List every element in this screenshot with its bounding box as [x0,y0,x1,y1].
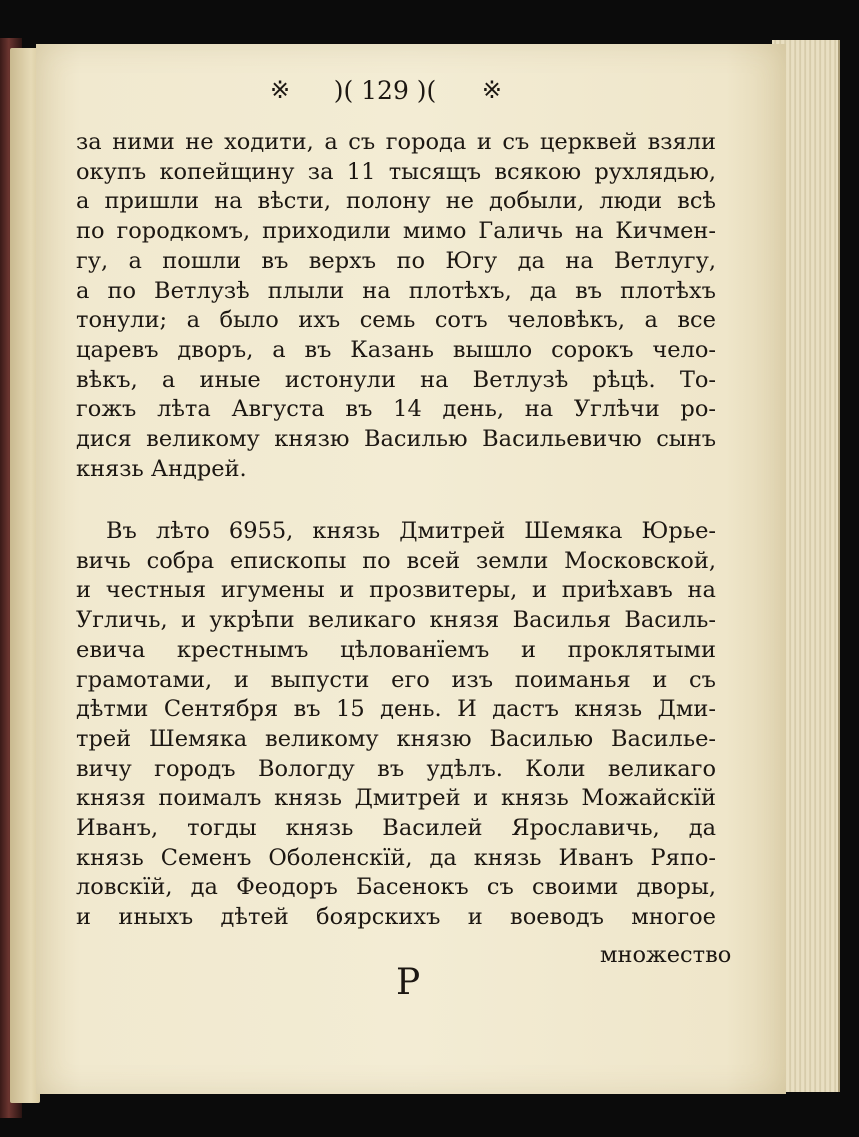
ornament-left-icon: ※ [270,76,289,104]
text-line: грамотами, и выпусти его изъ поиманья и съ [76,666,716,693]
text-line: вичь собра епископы по всей земли Московской, [76,547,716,574]
ornament-right-icon: ※ [481,76,500,104]
page-header [270,70,500,110]
text-line: гожъ лѣта Августа въ 14 день, на Углѣчи ро- [76,396,716,423]
text-line: а пришли на вѣсти, полону не добыли, люди всѣ [76,188,716,215]
text-line: дѣтми Сентября въ 15 день. И дастъ князь Дми- [76,696,716,723]
text-line: гу, а пошли въ верхъ по Югу да на Ветлугу, [76,247,716,274]
text-line: и честныя игумены и прозвитеры, и приѣхавъ на [76,577,716,604]
text-line: князь Андрей. [76,455,247,482]
text-line: тонули; а было ихъ семь сотъ человѣкъ, а все [76,307,716,334]
text-line: князя поималъ князь Дмитрей и князь Можайскїй [76,785,716,812]
text-line: и иныхъ дѣтей боярскихъ и воеводъ многое [76,904,716,931]
text-line: Въ лѣто 6955, князь Дмитрей Шемяка Юрье- [106,518,716,544]
text-line: окупъ копейщину за 11 тысящъ всякою рухлядью, [76,158,717,185]
text-line: ловскїй, да Феодоръ Басенокъ съ своими дворы, [76,874,717,901]
text-line: князь Семенъ Оболенскїй, да князь Иванъ Ряпо- [76,844,717,871]
text-line: Иванъ, тогды князь Василей Ярославичь, да [76,815,716,841]
text-line: трей Шемяка великому князю Василью Василье- [76,725,717,752]
text-line: царевъ дворъ, а въ Казань вышло сорокъ чело- [76,336,717,363]
text-line: вичу городъ Вологду въ удѣлъ. Коли великаго [76,755,716,782]
text-line: Угличь, и укрѣпи великаго князя Василья Василь- [76,607,717,634]
text-line: а по Ветлузѣ плыли на плотѣхъ, да въ плотѣхъ [76,277,716,304]
text-line: евича крестнымъ цѣлованїемъ и проклятыми [76,636,716,663]
text-line: дися великому князю Василью Васильевичю сынъ [76,426,717,452]
signature-mark: Р [396,962,421,1003]
catchword: множество [600,942,732,968]
text-line: вѣкъ, а иные истонули на Ветлузѣ рѣцѣ. То- [76,366,716,393]
text-line: за ними не ходити, а съ города и съ церквей взяли [76,129,717,155]
page-number: )( 129 )( [333,75,437,105]
text-line: по городкомъ, приходили мимо Галичь на Кичмен- [76,218,717,245]
